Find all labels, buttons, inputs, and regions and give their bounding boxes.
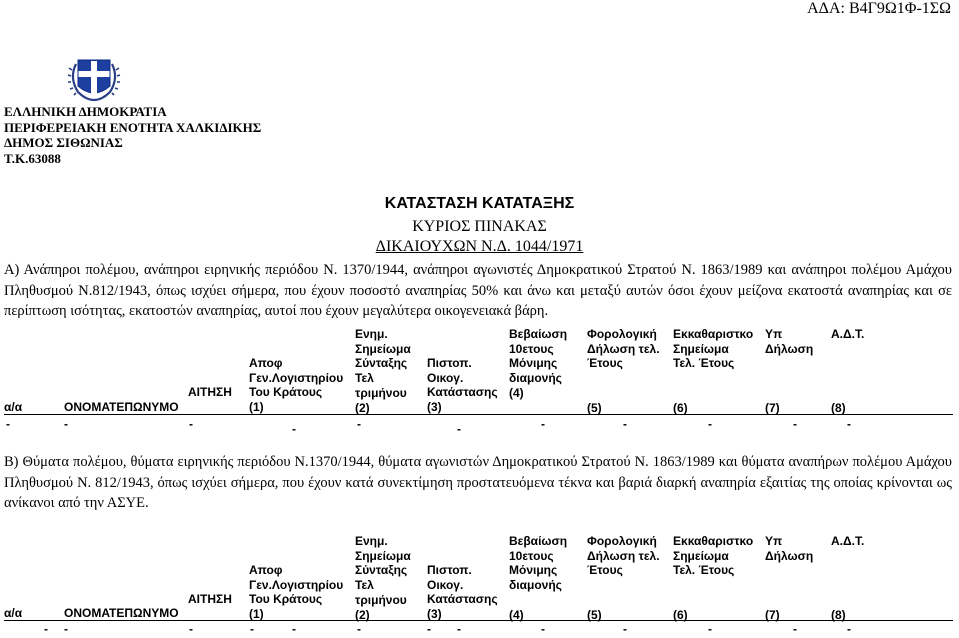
column-header: ΑΙΤΗΣΗ (188, 385, 232, 399)
table-cell: - (847, 622, 851, 636)
column-header: Εκκαθαριστκο Σημείωμα Τελ. Έτους (6) (673, 534, 754, 622)
table-cell: - (541, 417, 545, 431)
table-cell: - (250, 622, 254, 636)
table-cell: - (44, 622, 48, 636)
table-cell: - (189, 417, 193, 431)
table-cell: - (292, 622, 296, 636)
column-header: Υπ Δήλωση (7) (765, 327, 814, 415)
table-cell: - (6, 417, 10, 431)
header-line: ΔΗΜΟΣ ΣΙΘΩΝΙΑΣ (4, 135, 123, 151)
table-cell: - (64, 417, 68, 431)
table-cell: - (793, 417, 797, 431)
column-header: Ενημ. Σημείωμα Σύνταξης Τελ τριμήνου (2) (355, 327, 411, 415)
column-header: Υπ Δήλωση (7) (765, 534, 814, 622)
column-header: Ενημ. Σημείωμα Σύνταξης Τελ τριμήνου (2) (355, 534, 411, 622)
column-header: Αποφ Γεν.Λογιστηρίου Του Κράτους (1) (249, 356, 344, 415)
column-header: α/α (4, 400, 23, 414)
header-line: ΕΛΛΗΝΙΚΗ ΔΗΜΟΚΡΑΤΙΑ (4, 104, 167, 119)
table-rule (4, 414, 953, 415)
column-header: ΟΝΟΜΑΤΕΠΩΝΥΜΟ (64, 606, 179, 620)
table-cell: - (357, 622, 361, 636)
column-header: Βεβαίωση 10ετους Μόνιμης διαμονής (4) (509, 327, 568, 400)
table-cell: - (457, 422, 461, 436)
table-cell: - (623, 417, 627, 431)
column-header: Α.Δ.Τ. (8) (831, 534, 865, 622)
table-cell: - (427, 622, 431, 636)
column-header: Πιστοπ. Οικογ. Κατάστασης (3) (427, 563, 498, 622)
column-header: Βεβαίωση 10ετους Μόνιμης διαμονής (4) (509, 534, 568, 622)
header-line: Τ.Κ.63088 (4, 150, 61, 166)
header-line: ΠΕΡΙΦΕΡΕΙΑΚΗ ΕΝΟΤΗΤΑ ΧΑΛΚΙΔΙΚΗΣ (4, 119, 262, 135)
section-a-text: Α) Ανάπηροι πολέμου, ανάπηροι ειρηνικής περιόδου Ν. 1370/1944, ανάπηροι αγωνιστές Δημοκρατικού Στρατού Ν. 1863/1989 και ανάπηροι πολέμου Αμάχου Πληθυσμού Ν.812/1943, όπως ισχύει σήμερα, που έχουν ποσοστό αναπηρίας 50% και άνω και μεταξύ αυτών όσοι έχουν μείζονα εκατοστά αναπηρίας και σε περίπτωση ισότητας, εκατοστών αναπηρίας, αυτοί που έχουν μεγαλύτερα οικογενειακά βάρη. (4, 262, 952, 319)
column-header: Α.Δ.Τ. (8) (831, 327, 865, 415)
table-cell: - (64, 622, 68, 636)
law-reference: ΔΙΚΑΙΟΥΧΩΝ Ν.Δ. 1044/1971 (375, 238, 584, 255)
table-cell: - (847, 417, 851, 431)
table-cell: - (541, 622, 545, 636)
table-cell: - (623, 622, 627, 636)
column-header: α/α (4, 606, 23, 620)
greek-coat-of-arms-icon (66, 56, 122, 102)
section-b-text: Β) Θύματα πολέμου, θύματα ειρηνικής περιόδου Ν.1370/1944, θύματα αγωνιστών Δημοκρατικού Στρατού Ν. 1863/1989 και θύματα αναπήρων πολέμου Αμάχου Πληθυσμού Ν. 812/1943, όπως ισχύει σήμερα, που έχουν κατά συνεκτίμηση προστατευόμενα τέκνα και βαριά διαρκή αναπηρία εξαιτίας της οποίας κρίνονται ως ανίκανοι από την ΑΣΥΕ. (4, 454, 952, 511)
table-cell: - (708, 622, 712, 636)
table-cell: - (793, 622, 797, 636)
document-subtitle: ΚΥΡΙΟΣ ΠΙΝΑΚΑΣ (412, 218, 547, 235)
ada-code: ΑΔΑ: Β4Γ9Ω1Φ-1ΣΩ (807, 0, 951, 17)
column-header: Πιστοπ. Οικογ. Κατάστασης (3) (427, 356, 498, 415)
table-cell: - (189, 622, 193, 636)
column-header: Εκκαθαριστκο Σημείωμα Τελ. Έτους (6) (673, 327, 754, 415)
document-title: ΚΑΤΑΣΤΑΣΗ ΚΑΤΑΤΑΞΗΣ (384, 195, 575, 212)
table-cell: - (292, 422, 296, 436)
column-header: Φορολογική Δήλωση τελ. Έτους (5) (587, 327, 660, 415)
column-header: ΑΙΤΗΣΗ (188, 592, 232, 606)
table-cell: - (357, 417, 361, 431)
column-header: ΟΝΟΜΑΤΕΠΩΝΥΜΟ (64, 400, 179, 414)
column-header: Φορολογική Δήλωση τελ. Έτους (5) (587, 534, 660, 622)
table-rule (4, 620, 953, 621)
table-cell: - (708, 417, 712, 431)
table-cell: - (457, 622, 461, 636)
column-header: Αποφ Γεν.Λογιστηρίου Του Κράτους (1) (249, 563, 344, 622)
